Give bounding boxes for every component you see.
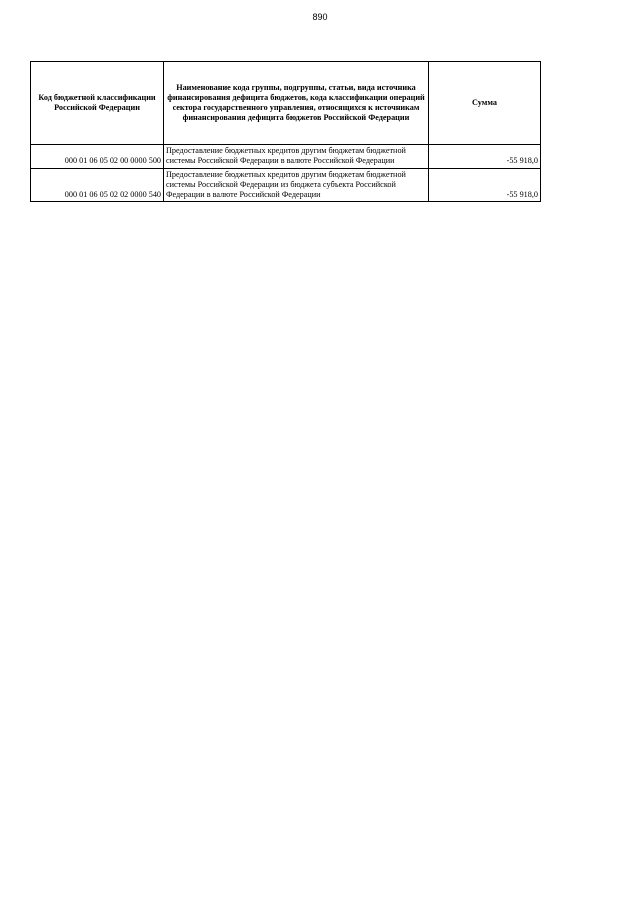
table-row	[31, 145, 541, 169]
row-code-cell: 000 01 06 05 02 02 0000 540	[31, 168, 164, 202]
row-code-cell: 000 01 06 05 02 00 0000 500	[31, 145, 164, 169]
row-sum-cell: -55 918,0	[429, 145, 541, 169]
budget-sources-table	[30, 61, 541, 202]
header-sum: Сумма	[429, 62, 541, 145]
row-name-cell: Предоставление бюджетных кредитов другим бюджетам бюджетной системы Российской Федерации в валюте Российской Федерации	[164, 145, 429, 169]
table-header-row	[31, 62, 541, 145]
row-sum-cell: -55 918,0	[429, 168, 541, 202]
table-row	[31, 168, 541, 202]
header-name: Наименование кода группы, подгруппы, статьи, вида источника финансирования дефицита бюджетов, кода классификации операций сектора государственного управления, относящихся к источникам финансирования дефицита бюджетов Российской Федерации	[164, 62, 429, 145]
page-number: 890	[312, 12, 328, 22]
header-code: Код бюджетной классификации Российской Федерации	[31, 62, 164, 145]
row-name-cell: Предоставление бюджетных кредитов другим бюджетам бюджетной системы Российской Федерации из бюджета субъекта Российской Федерации в валюте Российской Федерации	[164, 168, 429, 202]
